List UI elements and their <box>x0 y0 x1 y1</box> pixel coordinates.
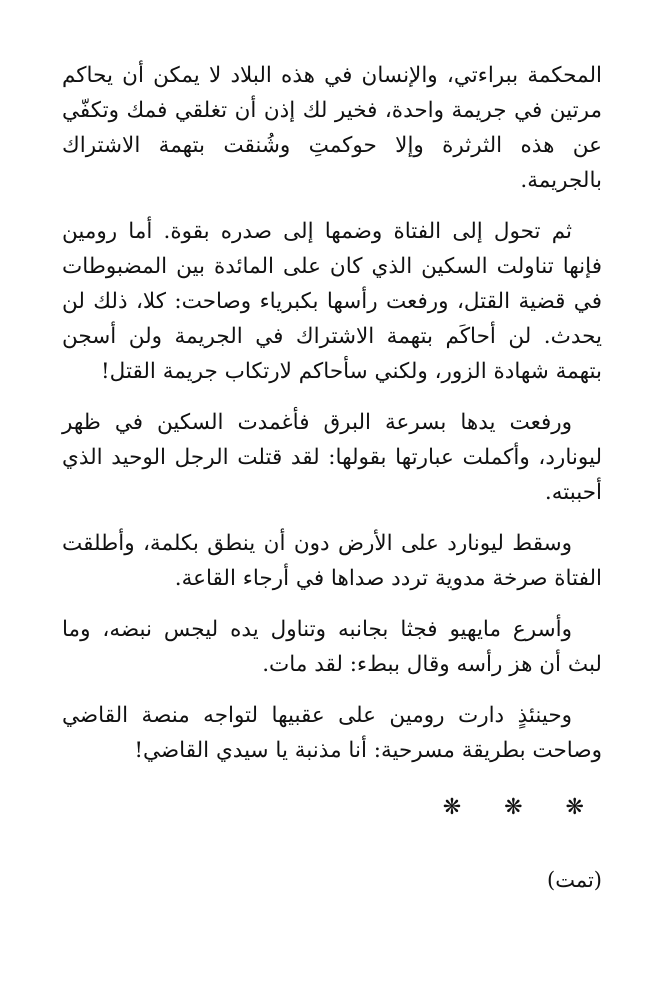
paragraph-5: وأسرع مايهيو فجثا بجانبه وتناول يده ليجس نبضه، وما لبث أن هز رأسه وقال ببطء: لقد مات. <box>62 617 602 677</box>
paragraph-1: المحكمة ببراءتي، والإنسان في هذه البلاد لا يمكن أن يحاكم مرتين في جريمة واحدة، فخير لك إذن أن تغلقي فمك وتكفّي عن هذه الثرثرة وإلا حوكمتِ وشُنقت بتهمة الاشتراك بالجريمة. <box>62 63 602 193</box>
story-end-mark: (تمت) <box>547 868 602 892</box>
paragraph-2: ثم تحول إلى الفتاة وضمها إلى صدره بقوة. أما رومين فإنها تناولت السكين الذي كان على المائدة بين المضبوطات في قضية القتل، ورفعت رأسها بكبرياء وصاحت: كلا، ذلك لن يحدث. لن أحاكَم بتهمة الاشتراك في الجريمة ولن أسجن بتهمة شهادة الزور، ولكني سأحاكم لارتكاب جريمة القتل! <box>62 219 602 384</box>
paragraph-3: ورفعت يدها بسرعة البرق فأغمدت السكين في ظهر ليونارد، وأكملت عبارتها بقولها: لقد قتلت الرجل الوحيد الذي أحببته. <box>62 410 602 505</box>
page-body <box>62 58 602 898</box>
paragraph-6: وحينئذٍ دارت رومين على عقبيها لتواجه منصة القاضي وصاحت بطريقة مسرحية: أنا مذنبة يا سيدي القاضي! <box>62 703 602 763</box>
section-separator: ❋ ❋ ❋ <box>442 795 602 820</box>
paragraph-4: وسقط ليونارد على الأرض دون أن ينطق بكلمة، وأطلقت الفتاة صرخة مدوية تردد صداها في أرجاء القاعة. <box>62 531 602 591</box>
